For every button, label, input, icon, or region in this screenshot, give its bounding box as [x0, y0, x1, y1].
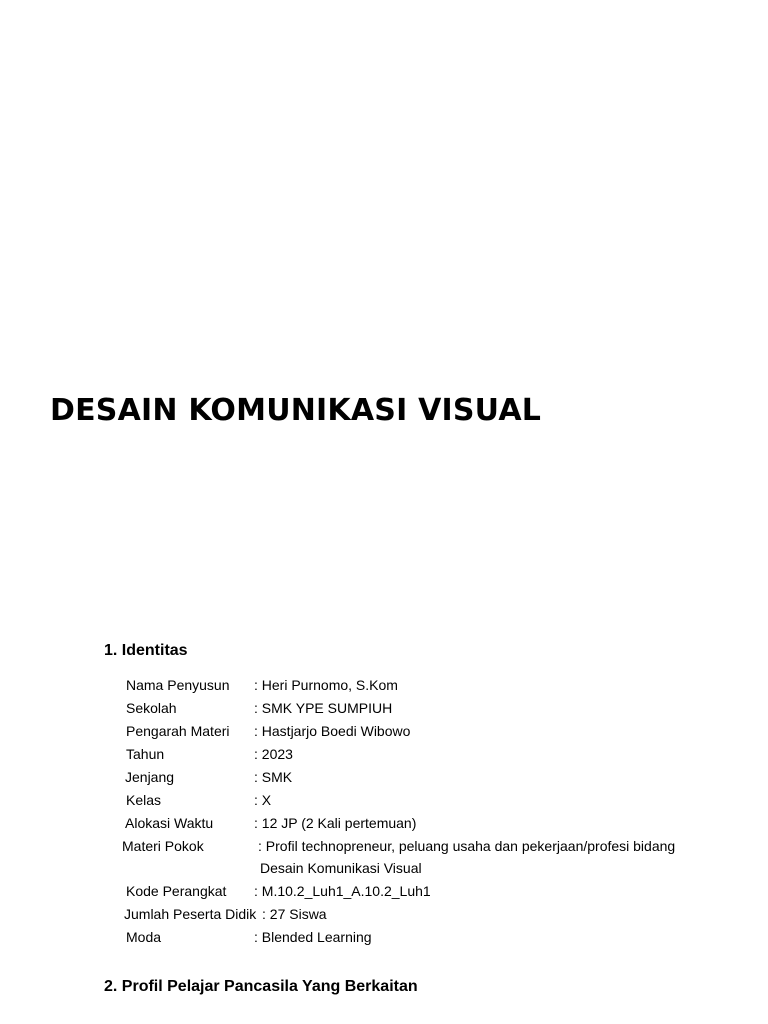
field-value: : SMK: [254, 769, 293, 785]
field-value-continuation: Desain Komunikasi Visual: [260, 860, 422, 876]
field-label: Pengarah Materi: [126, 723, 230, 739]
field-label: Materi Pokok: [122, 838, 204, 854]
field-value: : M.10.2_Luh1_A.10.2_Luh1: [254, 883, 431, 899]
field-label: Sekolah: [126, 700, 177, 716]
field-label: Kode Perangkat: [126, 883, 227, 899]
field-label: Alokasi Waktu: [125, 815, 214, 831]
field-label: Jenjang: [125, 769, 175, 785]
field-value: : 12 JP (2 Kali pertemuan): [254, 815, 417, 831]
field-label: Kelas: [126, 792, 162, 808]
field-value: : Profil technopreneur, peluang usaha dan pekerjaan/profesi bidang: [258, 838, 676, 854]
field-label: Jumlah Peserta Didik: [124, 906, 257, 922]
document-title: DESAIN KOMUNIKASI VISUAL: [50, 393, 542, 428]
field-value: : Hastjarjo Boedi Wibowo: [254, 723, 411, 739]
field-value: : Blended Learning: [254, 929, 372, 945]
field-value: : SMK YPE SUMPIUH: [254, 700, 393, 716]
field-label: Moda: [126, 929, 162, 945]
field-value: : X: [254, 792, 272, 808]
field-label: Nama Penyusun: [126, 677, 230, 693]
section-heading-profil-pelajar: 2. Profil Pelajar Pancasila Yang Berkaitan: [104, 978, 418, 995]
field-value: : 27 Siswa: [262, 906, 327, 922]
field-value: : Heri Purnomo, S.Kom: [254, 677, 398, 693]
section-heading-identitas: 1. Identitas: [104, 642, 188, 659]
field-label: Tahun: [126, 746, 165, 762]
field-value: : 2023: [254, 746, 293, 762]
